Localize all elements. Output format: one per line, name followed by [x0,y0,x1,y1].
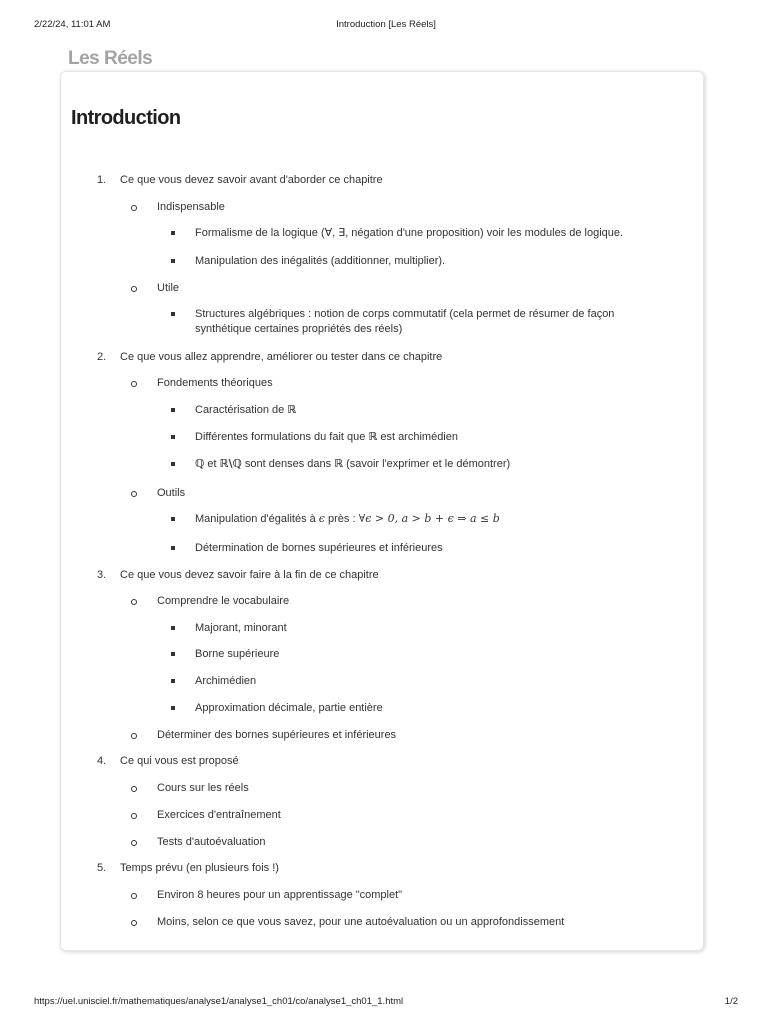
group-label: Utile [157,282,180,294]
epsilon-symbol: ϵ [318,512,325,525]
group-label: Cours sur les réels [157,782,249,794]
print-datetime: 2/22/24, 11:01 AM [34,19,111,30]
group-label: Indispensable [157,201,225,213]
circle-bullet [131,599,137,605]
list-item: Approximation décimale, partie entière [195,702,383,714]
circle-bullet [131,733,137,739]
square-bullet [171,462,175,466]
list-item: Archimédien [195,675,257,687]
rationals-symbol: ℚ [195,457,205,470]
square-bullet [171,652,175,656]
square-bullet [171,231,175,235]
real-numbers-symbol: ℝ [368,430,378,443]
section-number: 5. [97,862,107,874]
section-label: Ce qui vous est proposé [120,755,239,767]
math-formula: ∀ϵ > 0, a > b + ϵ ⇒ a ≤ b [358,512,500,525]
square-bullet [171,679,175,683]
real-numbers-symbol: ℝ [287,403,297,416]
group-label: Outils [157,487,186,499]
item-text: et [204,458,220,470]
circle-bullet [131,840,137,846]
list-item [195,512,500,526]
list-item: Manipulation des inégalités (additionner, multiplier). [195,255,446,267]
item-text: Différentes formulations du fait que [195,431,369,443]
group-label: Environ 8 heures pour un apprentissage "complet" [157,889,403,901]
list-item: Majorant, minorant [195,622,287,634]
section-label: Ce que vous devez savoir faire à la fin de ce chapitre [120,569,379,581]
group-label: Exercices d'entraînement [157,809,281,821]
section-number: 1. [97,174,107,186]
circle-bullet [131,920,137,926]
square-bullet [171,706,175,710]
section-number: 3. [97,569,107,581]
print-page-number: 1/2 [724,996,738,1007]
square-bullet [171,546,175,550]
circle-bullet [131,813,137,819]
item-text: près : [324,513,359,525]
item-text: sont denses dans [241,458,335,470]
circle-bullet [131,893,137,899]
group-label: Tests d'autoévaluation [157,836,266,848]
item-text: (savoir l'exprimer et le démontrer) [343,458,511,470]
group-label: Moins, selon ce que vous savez, pour une autoévaluation ou un approfondissement [157,916,565,928]
section-number: 4. [97,755,107,767]
irrationals-symbol: ℝ\ℚ [219,457,242,470]
page-title: Introduction [71,107,181,129]
square-bullet [171,435,175,439]
list-item [195,457,510,471]
section-number: 2. [97,351,107,363]
print-footer [34,996,738,1010]
square-bullet [171,259,175,263]
section-label: Ce que vous devez savoir avant d'aborder ce chapitre [120,174,383,186]
circle-bullet [131,491,137,497]
section-label: Temps prévu (en plusieurs fois !) [120,862,279,874]
module-title: Les Réels [68,48,153,69]
item-text: est archimédien [377,431,458,443]
print-url[interactable]: https://uel.unisciel.fr/mathematiques/analyse1/analyse1_ch01/co/analyse1_ch01_1.html [34,996,404,1007]
list-item: Borne supérieure [195,648,280,660]
circle-bullet [131,286,137,292]
list-item: Détermination de bornes supérieures et inférieures [195,542,443,554]
circle-bullet [131,786,137,792]
list-item: Formalisme de la logique (∀, ∃, négation d'une proposition) voir les modules de logique. [195,227,624,239]
group-label: Comprendre le vocabulaire [157,595,290,607]
section-label: Ce que vous allez apprendre, améliorer ou tester dans ce chapitre [120,351,443,363]
item-text: Caractérisation de [195,404,288,416]
real-numbers-symbol: ℝ [334,457,344,470]
list-item [195,430,458,444]
list-item-continuation: synthétique certaines propriétés des réels) [195,323,403,335]
group-label: Fondements théoriques [157,377,273,389]
square-bullet [171,312,175,316]
item-text: Manipulation d'égalités à [195,513,319,525]
print-doc-title: Introduction [Les Réels] [336,19,436,30]
square-bullet [171,517,175,521]
circle-bullet [131,205,137,211]
list-item: Structures algébriques : notion de corps commutatif (cela permet de résumer de façon [195,308,615,320]
square-bullet [171,626,175,630]
circle-bullet [131,381,137,387]
list-item [195,403,296,417]
square-bullet [171,408,175,412]
group-label: Déterminer des bornes supérieures et inférieures [157,729,397,741]
